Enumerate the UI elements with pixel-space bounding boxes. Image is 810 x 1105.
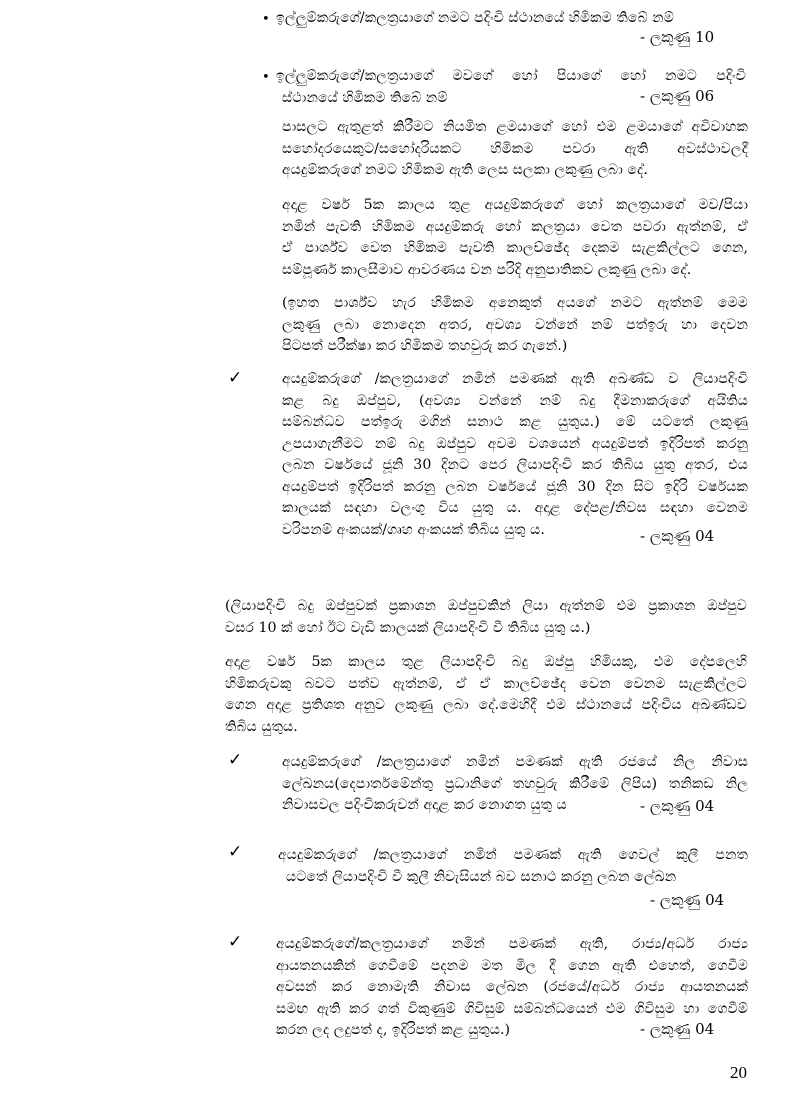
bullet-item-1-text: ඉල්ලුම්කරුගේ/කලත්‍රයාගේ නමට පදිංචි ස්ථානයේ හිමිකම තිබේ නම් [276,10,674,26]
paragraph-ownership-child [282,117,748,182]
text-line: යටතේ ලියාපදිංචි වී කුලී නිවැසියන් බව සනාථ කරනු ලබන ලේඛන [286,868,677,885]
bullet-icon: • [262,70,270,85]
text-line: ගෙන අදාළ ප්‍රතිශත අනුව ලකුණු ලබා දේ.මෙහිදී එම ස්ථානයේ පදිංචිය අඛණ්ඩව [225,697,747,713]
text-line: පිටපත් පරීක්ෂා කර හිමිකම තහවුරු කර ගැනේ.) [282,338,568,354]
text-line: (ඉහත පාර්ශ්ව හැර හිමිකම අනෙකුත් අයගේ නමට ඇත්නම් මෙම [282,295,748,311]
text-line: අයදුම්කරුගේ /කලත්‍රයාගේ නමින් පමණක් ඇති ගෙවල් කුලී පනත [278,847,748,863]
bullet-item-2-line: ඉල්ලුම්කරුගේ/කලත්‍රයාගේ මවගේ හෝ පියාගේ හෝ නමට පදිංචි [276,68,746,84]
bullet-icon: • [262,12,270,27]
text-line: ඒ පාර්ශ්ව වෙත හිමිකම පැවති කාලච්ඡේද දෙකම සැළකිල්ලට ගෙන, [282,240,748,256]
text-line: තිබිය යුතුය. [225,718,298,735]
text-line: අයදුම්කරුගේ /කලත්‍රයාගේ නමින් පමණක් ඇති රජයේ නිල නිවාස [282,754,748,770]
text-line: පාසලට ඇතුළත් කිරීමට නියමිත ළමයාගේ හෝ එම ළමයාගේ අවිවාහක [282,119,748,135]
paragraph-declaration-deed [225,596,747,639]
text-line: සමඟ ඇති කර ගත් විකුණුම් ගිවිසුම් සම්බන්ධයෙන් එම ගිවිසුම හා ගෙවීම් [276,1000,748,1017]
checkmark-icon: ✓ [228,932,243,952]
page-number: 20 [730,1063,747,1082]
criterion-lease-deed [282,369,748,541]
text-line: වරිපනම් අංකයක්/ගෘහ අංකයක් තිබිය යුතු ය. [282,521,545,538]
paragraph-ownership-parents [282,195,748,281]
text-line: සම්පූර්ණ කාලසීමාව ආවරණය වන පරිදි අනුපාතිකව ලකුණු ලබා දේ. [282,261,692,278]
text-line: අයදුම්කරුගේ/කලත්‍රයාගේ නමින් පමණක් ඇති, රාජ්‍ය/අර්ධ රාජ්‍ය [276,936,748,952]
bullet-item-1-score: - ලකුණු 10 [640,28,715,46]
text-line: වසර 10 ක් හෝ ඊට වැඩි කාලයක් ලියාපදිංචි වී තිබිය යුතු ය.) [225,619,591,636]
checkmark-icon: ✓ [228,750,243,770]
criterion-lease-deed-score: - ලකුණු 04 [640,527,715,545]
bullet-item-2-line: ස්ථානයේ හිමිකම තිබේ නම් [282,89,448,106]
text-line: ලකුණු ලබා නොදෙන අතර, අවශ්‍ය වන්නේ නම් පත්ඉරු හා දෙවන [282,316,748,333]
text-line: කාලයක් සඳහා වලංගු විය යුතු ය. අදාළ දේපළ/නිවස සඳහා වෙනම [282,500,748,516]
text-line: සහෝදරයෙකුට/සහෝදරියකට හිමිකම පවරා ඇති අවස්ථාවලදී [282,140,748,157]
text-line: නිවාසවල පදිංචිකරුවන් අදාළ කර නොගත යුතු ය [282,797,567,813]
text-line: ලේඛනය(දෙපාර්තමේන්තු ප්‍රධානිගේ තහවුරු කිරීමේ ලිපිය) තනිකඩ නිල [282,775,748,792]
text-line: (ලියාපදිංචි බදු ඔප්පුවක් ප්‍රකාශන ඔප්පුවකින් ලියා ඇත්නම් එම ප්‍රකාශන ඔප්පුව [225,598,747,614]
text-line: සම්බන්ධව පත්ඉරු මගින් සනාථ කළ යුතුය.) මේ යටතේ ලකුණු [282,414,748,430]
criterion-government-quarters-score: - ලකුණු 04 [640,797,715,815]
text-line: ආයතනයකින් ගෙවීමේ පදනම මත මිල දී ගෙන ඇති එහෙත්, ගෙවීම [276,957,748,974]
text-line: නමින් පැවති හිමිකම අයදුම්කරු හෝ කලත්‍රයා වෙත පවරා ඇත්නම්, ඒ [282,218,748,235]
text-line: උපයාගැනීමට නම් බදු ඔප්පුව අවම වශයෙන් අයදුම්පත් ඉදිරිපත් කරනු [282,435,748,452]
paragraph-lease-holder-owner [225,652,747,738]
text-line: අයදුම්පත් ඉදිරිපත් කරනු ලබන වර්ෂයේ ජූනි 30 දින සිට ඉදිරි වර්ෂයක [282,478,748,495]
criterion-rent-act [278,845,748,888]
text-line: හිමිකරුවකු බවට පත්ව ඇත්නම්, ඒ ඒ කාලච්ඡේද වෙන වෙනම සැළකිල්ලට [225,675,747,692]
bullet-item-1 [276,8,746,30]
text-line: අවසන් කර නොමැති නිවාස ලේඛන (රජයේ/අර්ධ රාජ්‍ය ආයතනයක් [276,979,748,995]
text-line: අයදුම්කරුගේ /කලත්‍රයාගේ නමින් පමණක් ඇති අඛණ්ඩ ව ලියාපදිංචි [282,371,748,387]
text-line: අයදුම්කරුගේ නමට හිමිකම ඇති ලෙස සලකා ලකුණු ලබා දේ. [282,162,648,178]
text-line: කළ බදු ඔප්පුව, (අවශ්‍ය වන්නේ නම් බදු දීමනාකරුගේ අයිතිය [282,392,748,409]
criterion-installment-house-score: - ලකුණු 04 [640,1020,715,1038]
text-line: අදාළ වර්ෂ 5ක කාලය තුළ ලියාපදිංචි බදු ඔප්පු හිමියකු, එම දේපලෙහි [225,654,747,670]
checkmark-icon: ✓ [228,842,243,862]
bullet-item-2-score: - ලකුණු 06 [640,87,715,105]
criterion-rent-act-score: - ලකුණු 04 [650,891,725,909]
text-line: කරන ලද ලදුපත් ද, ඉදිරිපත් කළ යුතුය.) [276,1022,511,1038]
text-line: අදාළ වර්ෂ 5ක කාලය තුළ අයදුම්කරුගේ හෝ කලත්‍රයාගේ මව/පියා [282,197,748,213]
paragraph-other-owners-note [282,293,748,358]
checkmark-icon: ✓ [228,368,243,388]
text-line: ලබන වර්ෂයේ ජූනි 30 දිනට පෙර ලියාපදිංචි කර තිබිය යුතු අතර, එය [282,457,748,473]
